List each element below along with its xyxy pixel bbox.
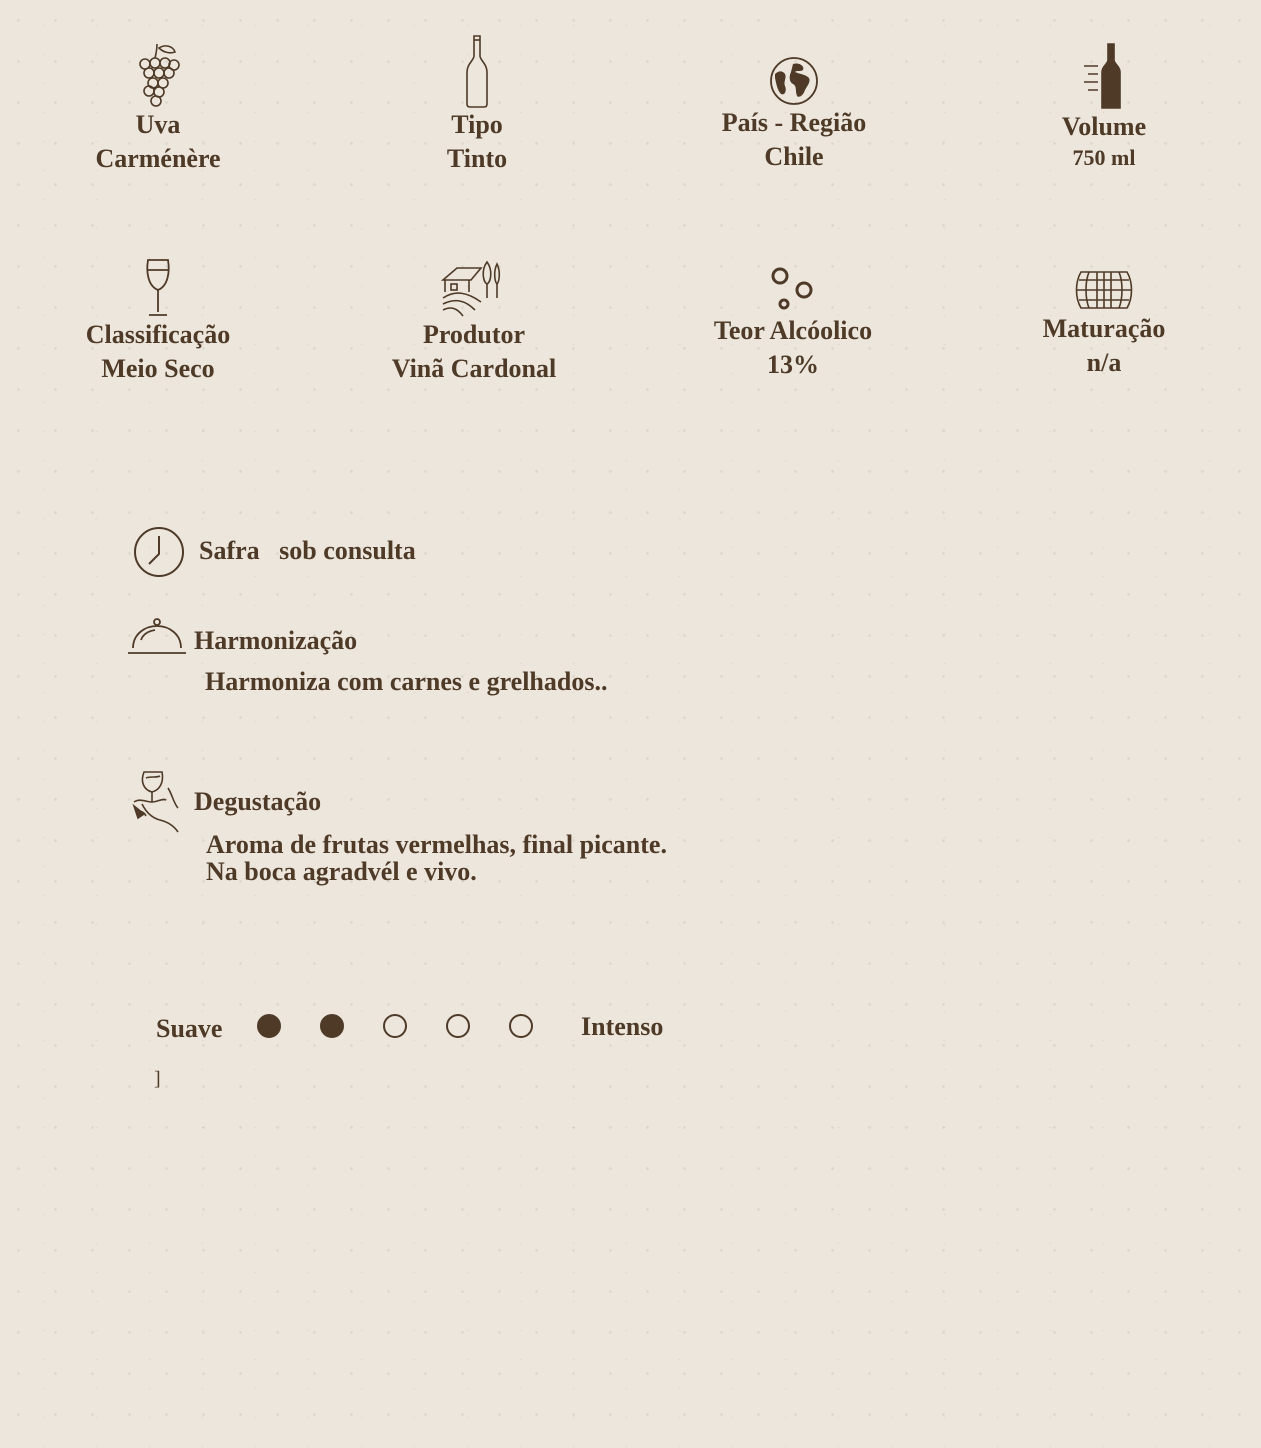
intensity-dot [257, 1014, 281, 1038]
degustacao-line: Aroma de frutas vermelhas, final picante. [206, 830, 667, 859]
spec-value: Tinto [446, 143, 508, 173]
spec-maturacao [994, 268, 1214, 380]
intensity-high-label: Intenso [581, 1012, 664, 1041]
spec-label: Teor Alcóolico [713, 316, 873, 345]
spec-teor-alcoolico [683, 266, 903, 382]
spec-value: Vinã Cardonal [391, 353, 557, 383]
degustacao-line: Na boca agradvél e vivo. [206, 857, 477, 886]
spec-label: País - Região [721, 108, 867, 137]
spec-label: Classificação [85, 320, 231, 349]
safra-label: Safra [199, 536, 260, 565]
spec-label: Produtor [422, 320, 526, 349]
spec-uva [48, 42, 268, 176]
spec-label: Maturação [1042, 314, 1166, 343]
spec-label: Tipo [451, 110, 503, 139]
vineyard-house-icon [441, 258, 507, 318]
bottle-outline-icon [465, 34, 489, 108]
cloche-icon [127, 618, 187, 656]
harmonizacao-label: Harmonização [194, 626, 358, 655]
spec-volume [994, 42, 1214, 172]
spec-tipo [367, 34, 587, 176]
spec-value: Meio Seco [101, 353, 215, 383]
spec-label: Volume [1061, 112, 1147, 141]
intensity-dot [446, 1014, 470, 1038]
intensity-low-label: Suave [156, 1014, 223, 1043]
spec-label: Uva [135, 110, 181, 139]
tasting-glass-hand-icon [132, 768, 182, 834]
grape-icon [135, 42, 181, 108]
stray-bracket: ] [154, 1068, 161, 1090]
bubbles-icon [768, 266, 818, 314]
spec-pais-regiao [684, 56, 904, 174]
spec-value: Chile [764, 141, 824, 171]
spec-classificacao [48, 258, 268, 386]
intensity-dot [383, 1014, 407, 1038]
safra-value: sob consulta [279, 536, 416, 565]
globe-icon [769, 56, 819, 106]
spec-value: 13% [767, 349, 819, 379]
barrel-icon [1075, 268, 1133, 312]
spec-value: n/a [1086, 347, 1122, 377]
intensity-dot [320, 1014, 344, 1038]
spec-value: 750 ml [1072, 144, 1136, 170]
degustacao-label: Degustação [194, 787, 322, 816]
harmonizacao-text: Harmoniza com carnes e grelhados.. [205, 667, 608, 696]
spec-value: Carménère [95, 143, 221, 173]
clock-icon [133, 526, 185, 578]
bottle-filled-icon [1082, 42, 1126, 110]
safra-row [199, 536, 416, 566]
wine-glass-icon [144, 258, 172, 318]
intensity-dot [509, 1014, 533, 1038]
spec-produtor [364, 258, 584, 386]
